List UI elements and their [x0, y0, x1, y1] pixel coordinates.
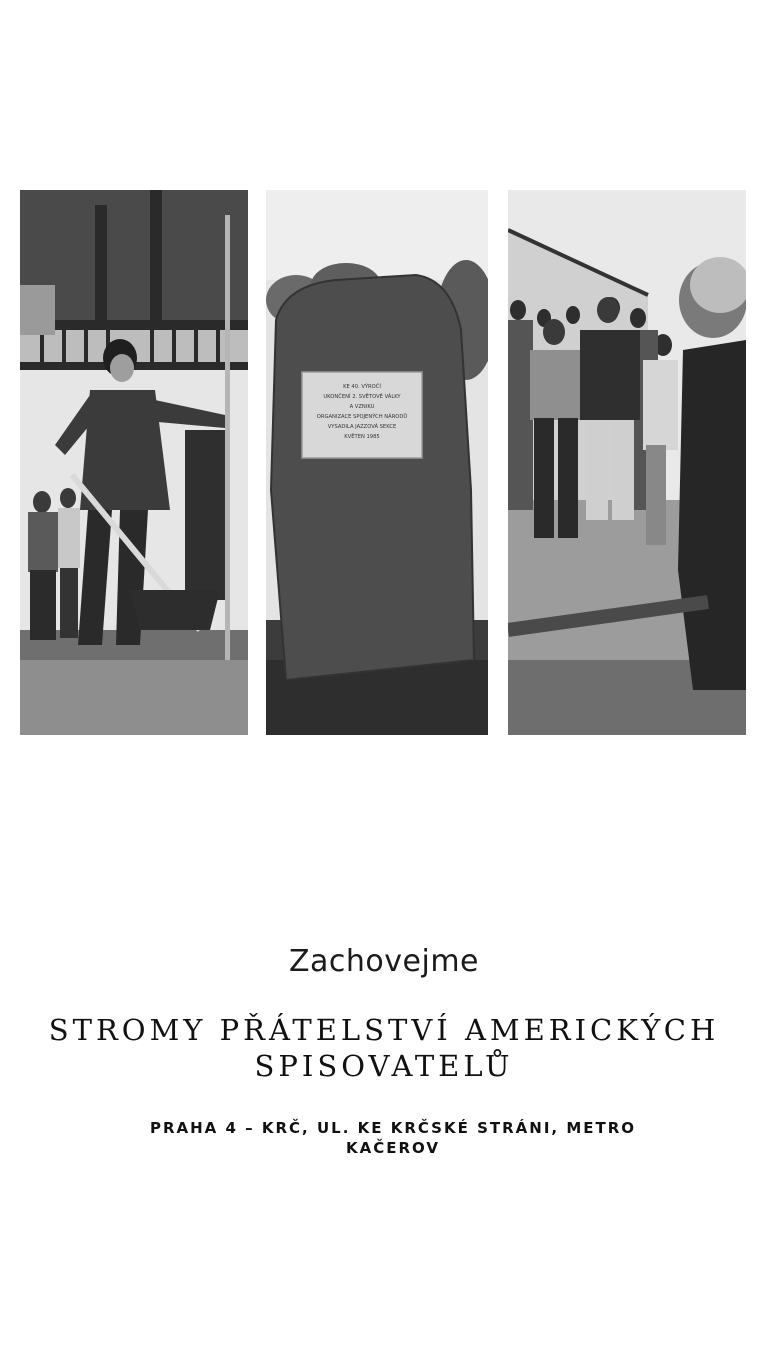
plaque-line-1: KE 40. VÝROČÍ — [343, 384, 381, 390]
man-with-spade-before-villa-photo — [20, 190, 248, 735]
plaque-line-4: ORGANIZACE SPOJENÝCH NÁRODŮ — [316, 414, 408, 420]
address-text — [140, 1118, 646, 1158]
plaque-line-6: KVĚTEN 1985 — [344, 434, 380, 440]
page-title — [20, 1012, 748, 1084]
title-line-2: SPISOVATELŮ — [254, 1049, 514, 1083]
kicker-text: Zachovejme — [288, 944, 480, 979]
memorial-stone-with-plaque-photo — [266, 190, 488, 735]
address-line-1: PRAHA 4 – KRČ, UL. KE KRČSKÉ STRÁNI, METRO — [149, 1119, 637, 1137]
address-line-2: KAČEROV — [346, 1139, 440, 1157]
group-planting-tree-photo — [508, 190, 746, 735]
plaque-line-5: VYSADILA JAZZOVÁ SEKCE — [327, 424, 397, 430]
plaque-line-3: A VZNIKU — [349, 404, 375, 410]
plaque-line-2: UKONČENÍ 2. SVĚTOVÉ VÁLKY — [323, 394, 401, 400]
title-line-1: STROMY PŘÁTELSTVÍ AMERICKÝCH — [48, 1013, 720, 1047]
